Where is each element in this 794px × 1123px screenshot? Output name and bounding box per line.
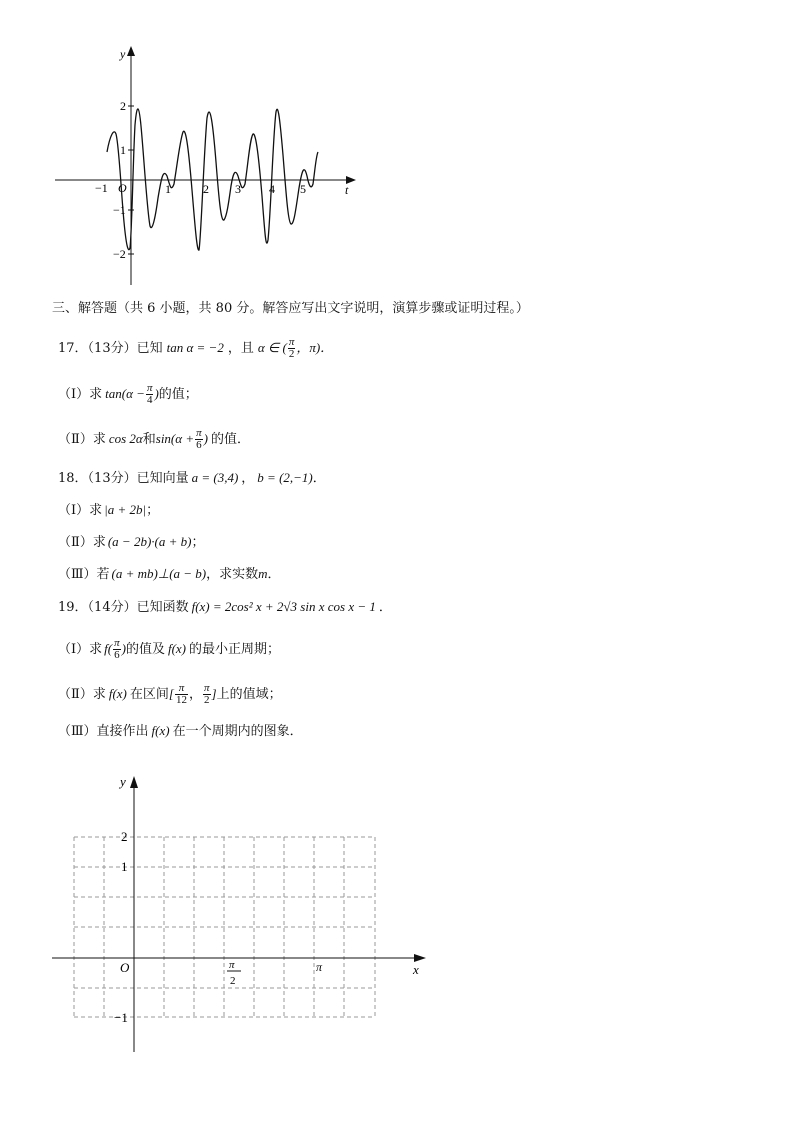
x-tick-pi: π (316, 960, 323, 974)
q18-part3 (58, 565, 281, 584)
q18-head: 18．（13分）已知向量 (58, 471, 189, 486)
q17-part1 (58, 383, 198, 406)
q17-p1-tail: 的值； (158, 387, 198, 402)
q17-cond2b: ，π)． (296, 340, 334, 355)
q17-part2 (58, 428, 250, 451)
q17-head: 17．（13分）已知 (58, 341, 163, 356)
q19-p2-fx: f(x) (108, 686, 127, 701)
q19-part2 (58, 683, 282, 706)
origin-label: O (118, 181, 127, 195)
q18-p3-tail: ，求实数 (206, 567, 259, 582)
x-tick-label: 3 (235, 182, 241, 196)
q19-p2-frac1: $\frac{\pi}{12}$ (175, 682, 187, 706)
q18-part2 (58, 533, 204, 552)
q17-frac: $\frac{\pi}{2}$ (288, 336, 295, 360)
x-tick-label: 4 (269, 182, 275, 196)
q19-part3 (58, 722, 303, 741)
y-axis-arrow (130, 776, 138, 788)
q19-p2-tail: 上的值域； (216, 687, 282, 702)
q19-p1-label: （Ⅰ）求 (58, 642, 103, 657)
q17-cond1: tan α = −2 (166, 340, 224, 355)
q19-p2-ib: ] (211, 686, 217, 701)
y-tick-label: 2 (121, 829, 128, 844)
q19-p1-fa: f( (104, 641, 113, 656)
x-axis-label: x (413, 962, 419, 977)
q18-p2-expr: (a − 2b)·(a + b) (107, 534, 192, 549)
q18-p3-expr: (a + mb)⊥(a − b) (111, 566, 207, 581)
x-tick-label: 1 (165, 182, 171, 196)
q18-end: ． (312, 471, 326, 486)
q17-stem (58, 337, 333, 360)
q19-p2-ia: [ (168, 686, 174, 701)
q17-p2-mid: 和 (142, 432, 156, 447)
y-tick-label: 2 (120, 99, 126, 113)
section-title (52, 300, 529, 318)
q19-p1-mid: 的值及 (125, 642, 165, 657)
q17-p2-expr2b: ) (203, 431, 208, 446)
q17-p1-frac: $\frac{\pi}{4}$ (146, 382, 153, 406)
x-axis-arrow (414, 954, 426, 962)
q19-head: 19．（14分）已知函数 (58, 600, 189, 615)
q18-p3-var: m (258, 566, 268, 581)
q19-p3-tail: 在一个周期内的图象． (172, 724, 303, 739)
x-tick-label: 2 (203, 182, 209, 196)
y-tick-label: −1 (113, 203, 126, 217)
y-tick-label: 1 (121, 859, 128, 874)
q17-p1-expr-a: tan(α − (105, 386, 145, 401)
q18-stem (58, 469, 326, 488)
q19-end: ． (378, 600, 392, 615)
wave-graph (40, 40, 370, 295)
q17-p2-expr2a: sin(α + (155, 431, 195, 446)
q18-sep: ， (241, 471, 255, 486)
q18-p1-expr: |a + 2b| (104, 502, 147, 517)
y-axis-arrow (127, 46, 135, 56)
q18-part1 (58, 501, 159, 520)
x-tick-half-num: π (229, 959, 235, 971)
y-axis-label: y (120, 774, 126, 789)
q19-p1-frac: $\frac{\pi}{6}$ (114, 637, 120, 661)
y-axis-label: y (120, 47, 126, 61)
q19-p1-fx: f(x) (167, 641, 187, 656)
section-title-text: 三、解答题（共 6 小题，共 80 分。解答应写出文字说明，演算步骤或证明过程。） (52, 301, 529, 316)
q19-p1-fb: ) (121, 641, 126, 656)
x-tick-label: −1 (95, 181, 108, 195)
q17-cond2a: α ∈ ( (257, 340, 287, 355)
answer-grid (48, 770, 433, 1060)
q19-p2-label: （Ⅱ）求 (58, 687, 106, 702)
y-tick-label: 1 (120, 143, 126, 157)
q19-p2-mid: 在区间 (129, 687, 169, 702)
q17-p2-label: （Ⅱ）求 (58, 432, 106, 447)
q18-p3-end: ． (267, 567, 281, 582)
q18-p3-label: （Ⅲ）若 (58, 567, 110, 582)
q19-stem (58, 598, 392, 617)
q17-p2-tail: 的值． (210, 432, 250, 447)
q17-p1-expr-b: ) (154, 386, 159, 401)
y-tick-label: −2 (113, 247, 126, 261)
q19-p1-tail: 的最小正周期； (189, 642, 281, 657)
q17-p1-label: （Ⅰ）求 (58, 387, 103, 402)
q18-vec-a: a = (3,4) (191, 470, 239, 485)
q17-sep: ，且 (227, 341, 254, 356)
q19-p2-comma: ， (188, 687, 202, 702)
q17-p2-expr1: cos 2α (108, 431, 143, 446)
x-axis-label: t (345, 183, 349, 197)
q18-p2-tail: ； (191, 535, 205, 550)
x-tick-half-den: 2 (230, 975, 236, 987)
origin-label: O (120, 960, 130, 975)
q19-func: f(x) = 2cos² x + 2√3 sin x cos x − 1 (191, 599, 376, 614)
q19-part1 (58, 638, 280, 661)
x-tick-label: 5 (300, 182, 306, 196)
q18-p2-label: （Ⅱ）求 (58, 535, 106, 550)
q19-p2-frac2: $\frac{\pi}{2}$ (203, 682, 210, 706)
q17-p2-frac: $\frac{\pi}{6}$ (196, 427, 202, 451)
q18-p1-tail: ； (146, 503, 160, 518)
y-tick-label: −1 (114, 1010, 128, 1025)
q18-p1-label: （Ⅰ）求 (58, 503, 103, 518)
q19-p3-fx: f(x) (151, 723, 170, 738)
q18-vec-b: b = (2,−1) (257, 470, 313, 485)
q19-p3-label: （Ⅲ）直接作出 (58, 724, 149, 739)
